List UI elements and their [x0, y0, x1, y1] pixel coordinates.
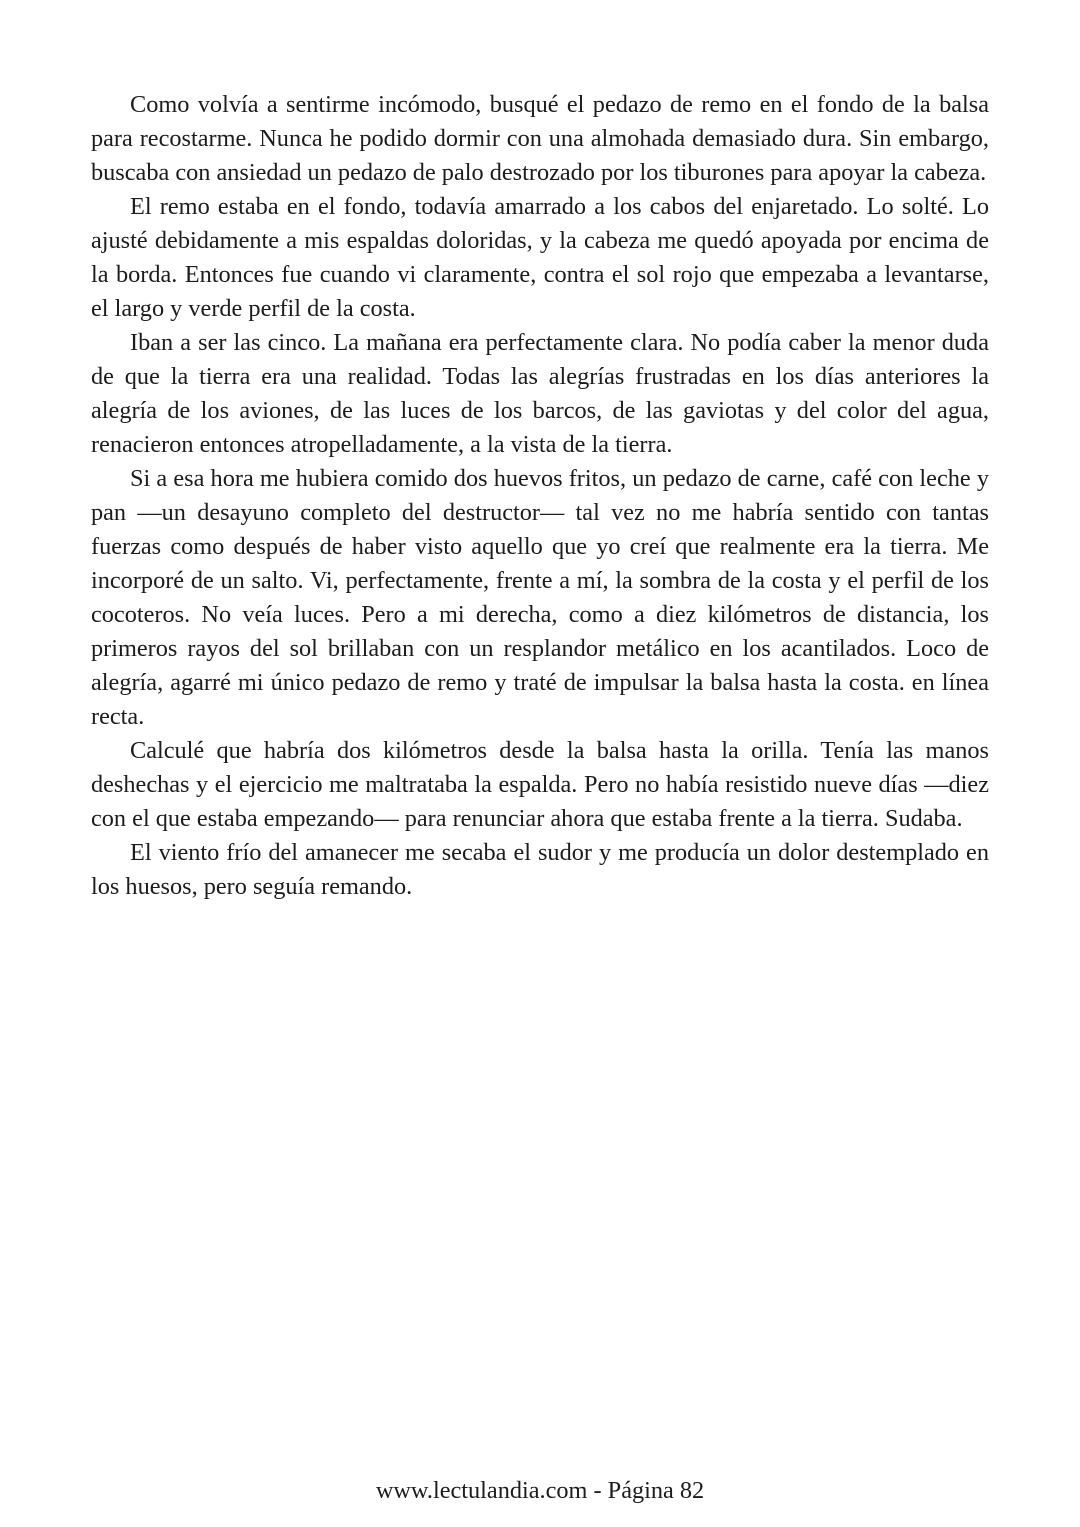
paragraph: Si a esa hora me hubiera comido dos huevos fritos, un pedazo de carne, café con leche y pan —un desayuno completo del destructor— tal vez no me habría sentido con tantas fuerzas como después de haber visto aquello que yo creí que realmente era la tierra. Me incorporé de un salto. Vi, perfectamente, frente a mí, la sombra de la costa y el perfil de los cocoteros. No veía luces. Pero a mi derecha, como a diez kilómetros de distancia, los primeros rayos del sol brillaban con un resplandor metálico en los acantilados. Loco de alegría, agarré mi único pedazo de remo y traté de impulsar la balsa hasta la costa. en línea recta. — [91, 465, 989, 730]
paragraph: Iban a ser las cinco. La mañana era perfectamente clara. No podía caber la menor duda de que la tierra era una realidad. Todas las alegrías frustradas en los días anteriores la alegría de los aviones, de las luces de los barcos, de las gaviotas y del color del agua, renacieron entonces atropelladamente, a la vista de la tierra. — [91, 329, 989, 458]
page-footer: www.lectulandia.com - Página 82 — [375, 1477, 705, 1504]
paragraph: Calculé que habría dos kilómetros desde la balsa hasta la orilla. Tenía las manos deshechas y el ejercicio me maltrataba la espalda. Pero no había resistido nueve días —diez con el que estaba empezando— para renunciar ahora que estaba frente a la tierra. Sudaba. — [91, 737, 989, 832]
paragraph: Como volvía a sentirme incómodo, busqué el pedazo de remo en el fondo de la balsa para recostarme. Nunca he podido dormir con una almohada demasiado dura. Sin embargo, buscaba con ansiedad un pedazo de palo destrozado por los tiburones para apoyar la cabeza. — [91, 91, 989, 186]
paragraph: El remo estaba en el fondo, todavía amarrado a los cabos del enjaretado. Lo solté. Lo ajusté debidamente a mis espaldas doloridas, y la cabeza me quedó apoyada por encima de la borda. Entonces fue cuando vi claramente, contra el sol rojo que empezaba a levantarse, el largo y verde perfil de la costa. — [91, 193, 989, 322]
page-body — [91, 88, 989, 904]
paragraph: El viento frío del amanecer me secaba el sudor y me producía un dolor destemplado en los huesos, pero seguía remando. — [91, 839, 989, 900]
